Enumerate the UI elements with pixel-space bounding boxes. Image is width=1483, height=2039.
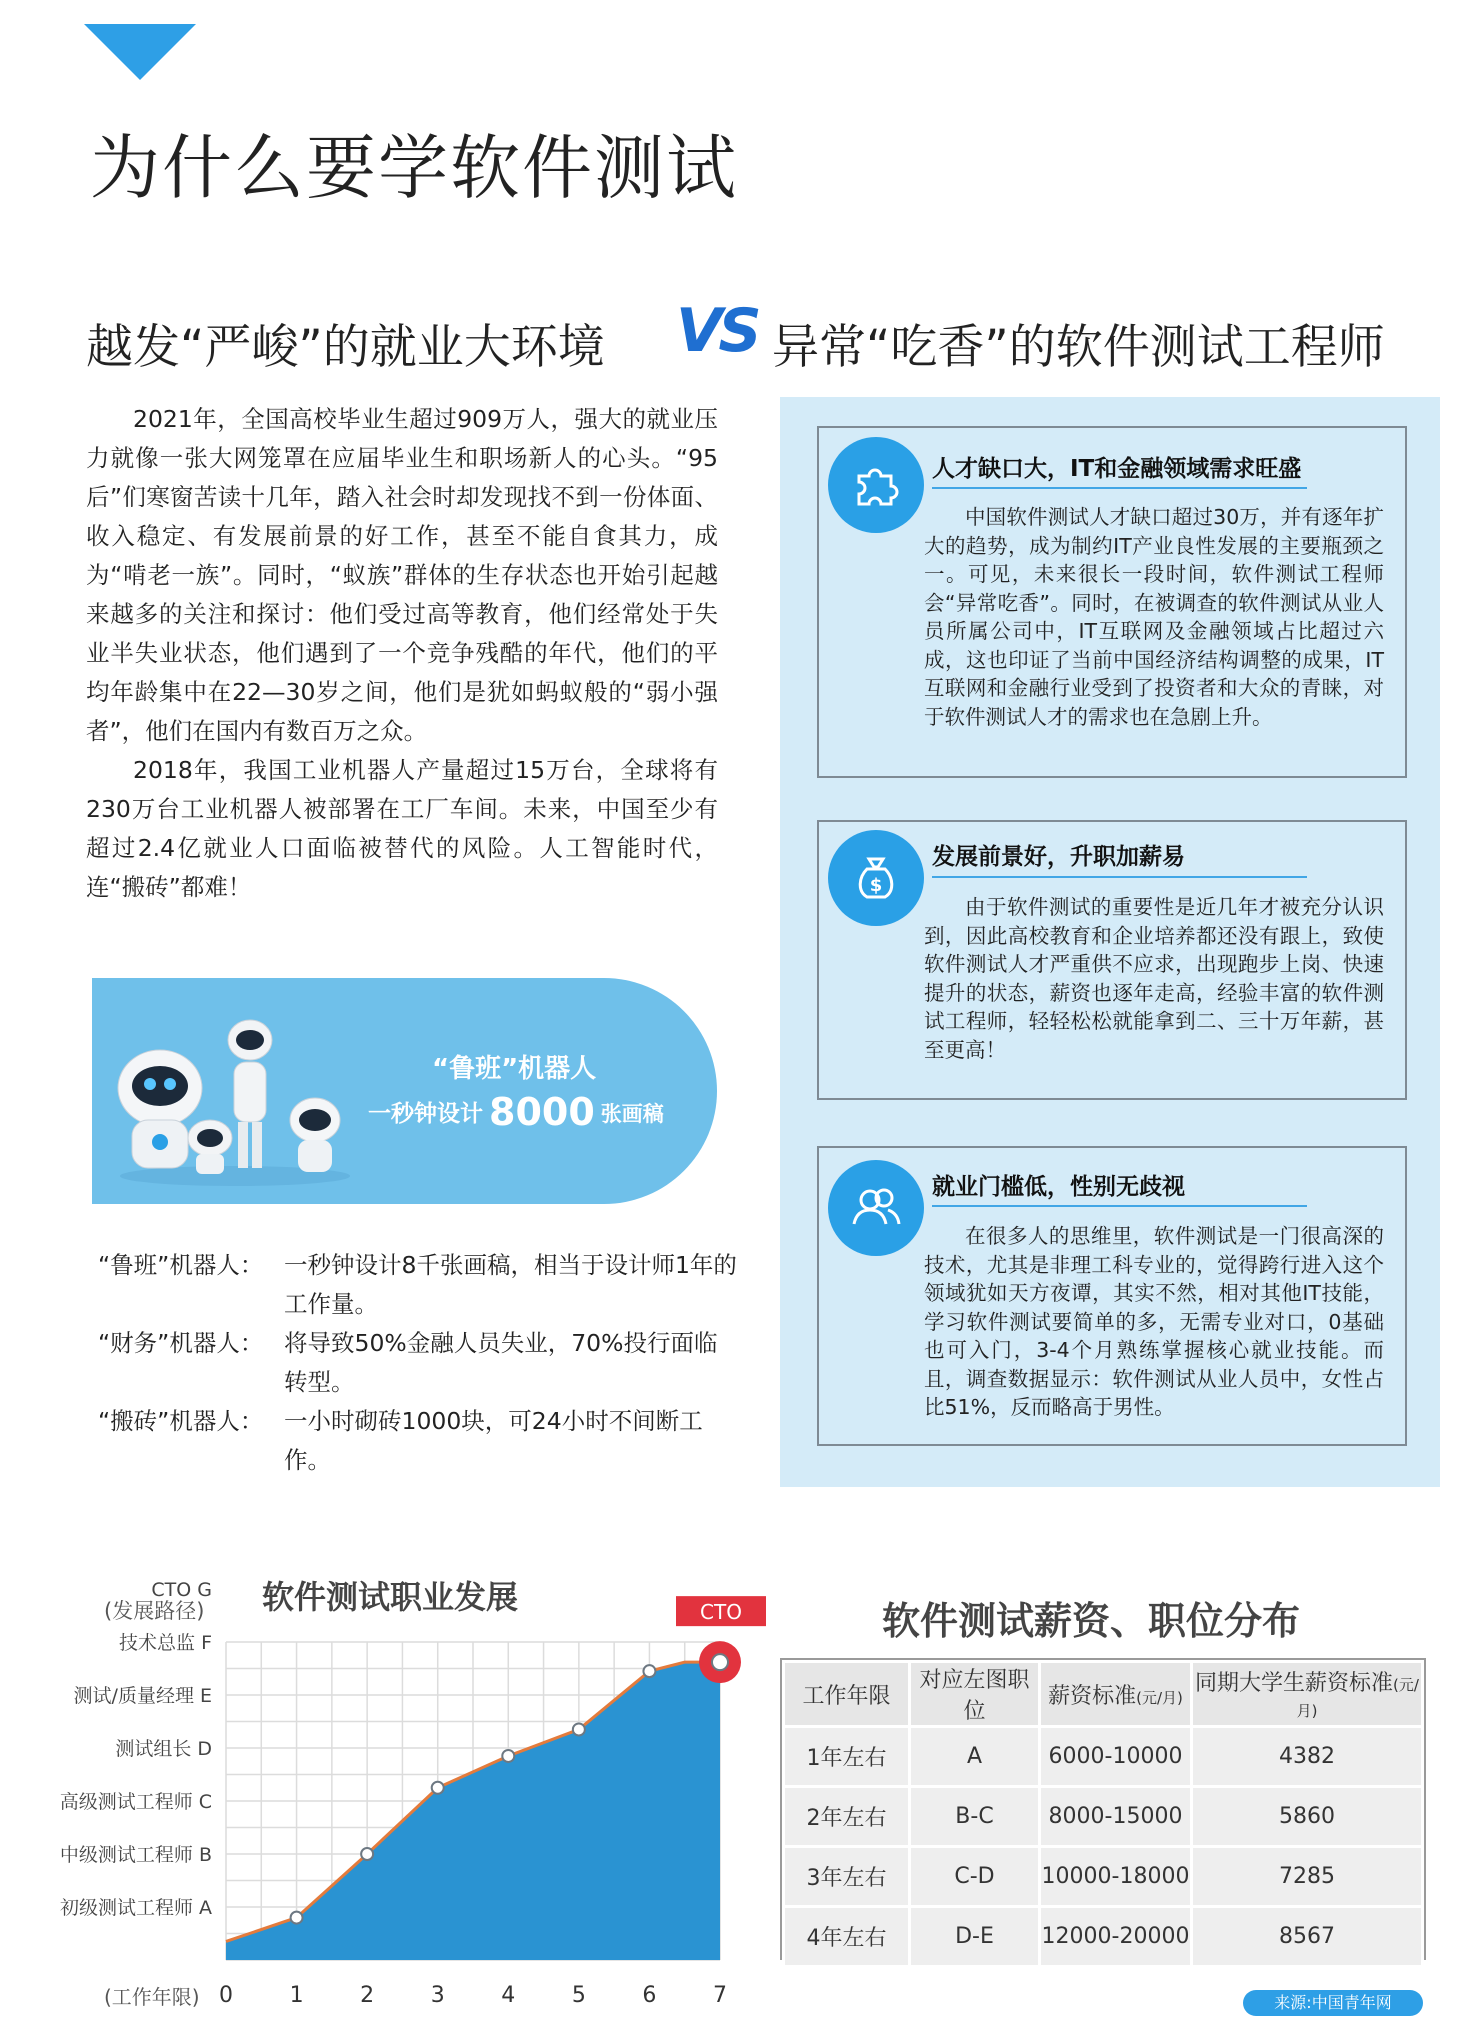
money-bag-icon — [828, 830, 924, 926]
x-tick-label: 6 — [642, 1983, 657, 2008]
card-text — [924, 893, 1384, 1064]
table-cell: 12000-20000 — [1040, 1907, 1192, 1967]
list-item-text: 将导致50%金融人员失业，70%投行面临转型。 — [284, 1329, 718, 1396]
data-point — [712, 1654, 728, 1670]
source-badge: 来源:中国青年网 — [1243, 1990, 1423, 2016]
x-tick-label: 7 — [713, 1983, 727, 2008]
table-row — [784, 1787, 1423, 1847]
list-item-text: 一小时砌砖1000块，可24小时不间断工作。 — [284, 1407, 703, 1474]
x-axis-label: (工作年限) — [104, 1985, 200, 2009]
x-tick-label: 0 — [219, 1983, 233, 2008]
robots-illustration-icon — [110, 1008, 360, 1188]
list-item — [98, 1324, 738, 1402]
table-cell: 4年左右 — [784, 1907, 910, 1967]
y-axis-label: (发展路径) — [104, 1599, 205, 1623]
table-title: 软件测试薪资、职位分布 — [882, 1599, 1301, 1643]
y-tick-label: 测试/质量经理 E — [73, 1685, 212, 1707]
y-tick-label: CTO G — [151, 1579, 212, 1601]
banner-suffix: 张画稿 — [600, 1102, 664, 1126]
data-point — [291, 1912, 303, 1924]
intro-paragraph-1: 2021年，全国高校毕业生超过909万人，强大的就业压力就像一张大网笼罩在应届毕业生和职场新人的心头。“95后”们寒窗苦读十几年，踏入社会时却发现找不到一份体面、收入稳定、有发展前景的好工作，甚至不能自食其力，成为“啃老一族”。同时，“蚁族”群体的生存状态也开始引起越来越多的关注和探讨：他们受过高等教育，他们经常处于失业半失业状态，他们遇到了一个竞争残酷的年代，他们的平均年龄集中在22—30岁之间，他们是犹如蚂蚁般的“弱小强者”，他们在国内有数百万之众。 — [86, 405, 718, 745]
intro-text — [86, 400, 718, 907]
headline-right: 异常“吃香”的软件测试工程师 — [772, 320, 1385, 375]
career-chart — [0, 1560, 780, 2020]
puzzle-icon — [828, 437, 924, 533]
card-title: 就业门槛低，性别无歧视 — [932, 1174, 1185, 1200]
table-cell: B-C — [910, 1787, 1040, 1847]
data-point — [432, 1782, 444, 1794]
y-tick-label: 初级测试工程师 A — [59, 1897, 212, 1919]
card-title: 人才缺口大，IT和金融领域需求旺盛 — [932, 456, 1302, 482]
x-tick-label: 5 — [571, 1983, 586, 2008]
people-icon — [828, 1160, 924, 1256]
list-item-label: “鲁班”机器人： — [98, 1251, 264, 1279]
card-paragraph: 中国软件测试人才缺口超过30万，并有逐年扩大的趋势，成为制约IT产业良性发展的主要瓶颈之一。可见，未来很长一段时间，软件测试工程师会“异常吃香”。同时，在被调查的软件测试从业人员所属公司中，IT互联网及金融领域占比超过六成，这也印证了当前中国经济结构调整的成果，IT互联网和金融行业受到了投资者和大众的青睐，对于软件测试人才的需求也在急剧上升。 — [924, 505, 1384, 729]
robot-list — [98, 1246, 738, 1480]
table-row — [784, 1727, 1423, 1787]
x-tick-label: 4 — [501, 1983, 516, 2008]
table-header: 工作年限 — [784, 1662, 910, 1727]
table-row — [784, 1907, 1423, 1967]
y-tick-label: 中级测试工程师 B — [59, 1844, 212, 1866]
vs-label: VS — [676, 296, 758, 366]
data-point — [502, 1750, 514, 1762]
data-point — [573, 1723, 585, 1735]
card-underline — [932, 487, 1307, 489]
card-paragraph: 在很多人的思维里，软件测试是一门很高深的技术，尤其是非理工科专业的，觉得跨行进入这个领域犹如天方夜谭，其实不然，相对其他IT技能，学习软件测试要简单的多，无需专业对口，0基础也可入门，3-4个月熟练掌握核心就业技能。而且，调查数据显示：软件测试从业人员中，女性占比51%，反而略高于男性。 — [924, 1224, 1384, 1419]
table-row — [784, 1847, 1423, 1907]
intro-paragraph-2: 2018年，我国工业机器人产量超过15万台，全球将有230万台工业机器人被部署在工厂车间。未来，中国至少有超过2.4亿就业人口面临被替代的风险。人工智能时代，连“搬砖”都难！ — [86, 756, 718, 901]
list-item-label: “搬砖”机器人： — [98, 1407, 264, 1435]
data-point — [361, 1848, 373, 1860]
table-cell: 8000-15000 — [1040, 1787, 1192, 1847]
card-paragraph: 由于软件测试的重要性是近几年才被充分认识到，因此高校教育和企业培养都还没有跟上，致使软件测试人才严重供不应求，出现跑步上岗、快速提升的状态，薪资也逐年走高，经验丰富的软件测试工程师，轻轻松松就能拿到二、三十万年薪，甚至更高！ — [924, 895, 1384, 1062]
table-cell: A — [910, 1727, 1040, 1787]
table-header: 薪资标准(元/月) — [1040, 1662, 1192, 1727]
y-tick-label: 技术总监 F — [119, 1632, 212, 1654]
table-cell: 8567 — [1192, 1907, 1423, 1967]
banner-title: “鲁班”机器人 — [432, 1054, 597, 1084]
list-item — [98, 1246, 738, 1324]
table-cell: D-E — [910, 1907, 1040, 1967]
x-tick-label: 1 — [289, 1983, 304, 2008]
table-cell: C-D — [910, 1847, 1040, 1907]
corner-triangle-icon — [84, 24, 196, 80]
table-cell: 5860 — [1192, 1787, 1423, 1847]
x-tick-label: 3 — [430, 1983, 445, 2008]
headline-left: 越发“严峻”的就业大环境 — [86, 320, 605, 375]
table-cell: 7285 — [1192, 1847, 1423, 1907]
table-cell: 3年左右 — [784, 1847, 910, 1907]
data-point — [643, 1665, 655, 1677]
table-cell: 10000-18000 — [1040, 1847, 1192, 1907]
chart-title: 软件测试职业发展 — [262, 1578, 519, 1616]
y-tick-label: 高级测试工程师 C — [59, 1791, 212, 1813]
list-item-text: 一秒钟设计8千张画稿，相当于设计师1年的工作量。 — [284, 1251, 737, 1318]
table-cell: 2年左右 — [784, 1787, 910, 1847]
table-header-row — [784, 1662, 1423, 1727]
x-tick-label: 2 — [360, 1983, 375, 2008]
list-item-label: “财务”机器人： — [98, 1329, 264, 1357]
table-header: 同期大学生薪资标准(元/月) — [1192, 1662, 1423, 1727]
svg-text:$: $ — [869, 875, 883, 896]
banner-subtitle — [368, 1090, 664, 1134]
card-underline — [932, 1205, 1307, 1207]
y-tick-label: 测试组长 D — [115, 1738, 212, 1760]
card-text — [924, 1222, 1384, 1422]
table-header: 对应左图职位 — [910, 1662, 1040, 1727]
banner-prefix: 一秒钟设计 — [368, 1101, 483, 1127]
table-cell: 4382 — [1192, 1727, 1423, 1787]
table-cell: 6000-10000 — [1040, 1727, 1192, 1787]
annotation-label: CTO — [700, 1600, 742, 1625]
page-title: 为什么要学软件测试 — [90, 127, 738, 209]
list-item — [98, 1402, 738, 1480]
card-text — [924, 503, 1384, 731]
card-underline — [932, 876, 1307, 878]
banner-number: 8000 — [489, 1090, 595, 1134]
table-cell: 1年左右 — [784, 1727, 910, 1787]
salary-table — [782, 1660, 1424, 1968]
card-title: 发展前景好，升职加薪易 — [932, 844, 1185, 870]
